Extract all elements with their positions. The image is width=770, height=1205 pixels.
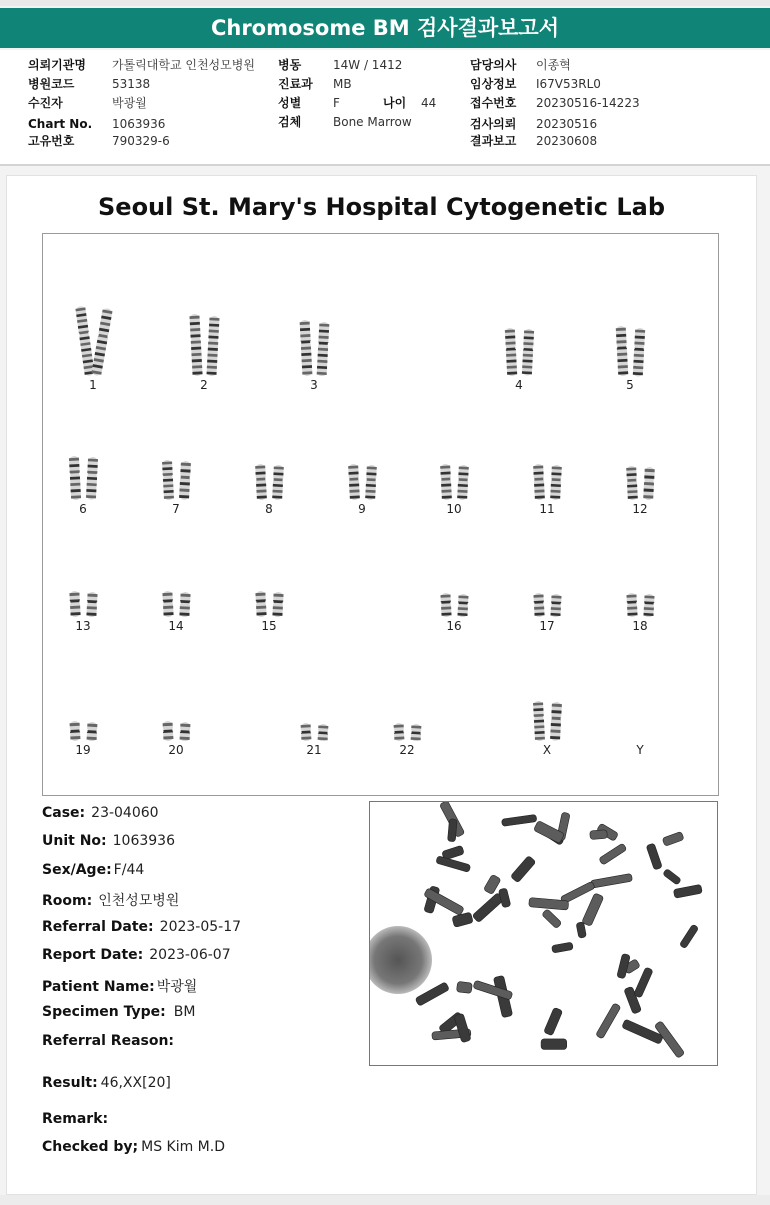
chromatid-icon <box>548 593 563 617</box>
report-date-label: Report Date: <box>42 947 144 963</box>
chromatid-icon <box>66 456 82 501</box>
unit-no-label: Unit No: <box>42 833 107 849</box>
field-label: 고유번호 <box>28 134 75 148</box>
lab-title: Seoul St. Mary's Hospital Cytogenetic Lab <box>98 193 665 221</box>
chromatid-icon <box>613 326 630 377</box>
chromatid-icon <box>83 457 99 500</box>
chromatid-icon <box>346 464 362 501</box>
field-value: 44 <box>421 96 437 110</box>
metaphase-chromosome <box>483 874 501 895</box>
sex-age-row <box>42 862 144 878</box>
field-value: 14W / 1412 <box>333 58 403 72</box>
chromosome-19 <box>51 717 115 757</box>
metaphase-chromosome <box>436 856 471 873</box>
chromosome-label: 3 <box>310 378 318 392</box>
chromatid-icon <box>391 723 406 742</box>
metaphase-chromosome <box>599 843 627 865</box>
field-label: 접수번호 <box>470 96 517 110</box>
chromosome-label: 4 <box>515 378 523 392</box>
chromosome-y <box>608 737 672 757</box>
chromatid-icon <box>253 591 268 618</box>
checked-by-row <box>42 1139 225 1155</box>
chromatid-icon <box>176 461 192 500</box>
sex-age-value: F/44 <box>113 862 145 878</box>
chromosome-label: 10 <box>446 502 462 516</box>
field-value: 20230516-14223 <box>536 96 640 110</box>
metaphase-chromosome <box>596 1003 621 1039</box>
metaphase-chromosome <box>552 942 574 953</box>
chromosome-label: 14 <box>168 619 184 633</box>
chromatid-icon <box>160 591 175 618</box>
top-strip <box>0 0 770 6</box>
field-label: 성별 <box>278 96 302 110</box>
chromosome-8 <box>237 460 301 516</box>
chromosome-label: 2 <box>200 378 208 392</box>
chromatid-icon <box>177 591 192 617</box>
chromosome-10 <box>422 460 486 516</box>
chromosome-label: 15 <box>261 619 277 633</box>
chromatid-icon <box>641 593 656 617</box>
result-value: 46,XX[20] <box>100 1075 171 1091</box>
field-label: 의뢰기관명 <box>28 58 86 72</box>
metaphase-chromosome <box>590 830 608 840</box>
chromosome-label: 11 <box>539 502 555 516</box>
chromatid-icon <box>187 314 204 377</box>
report-card <box>6 175 757 1195</box>
field-label: 검체 <box>278 115 302 129</box>
field-label: 임상정보 <box>470 77 517 91</box>
chromosome-11 <box>515 460 579 516</box>
case-row <box>42 805 159 821</box>
chromosome-label: X <box>542 743 552 757</box>
chromatid-icon <box>548 465 564 501</box>
referral-reason-row <box>42 1033 180 1049</box>
chromatid-icon <box>531 464 547 501</box>
chromosome-5 <box>598 322 662 392</box>
field-label: 결과보고 <box>470 134 517 148</box>
metaphase-chromosome <box>646 843 662 870</box>
report-title: Chromosome BM 검사결과보고서 <box>0 8 770 48</box>
chromosome-12 <box>608 462 672 516</box>
chromatid-icon <box>298 723 313 742</box>
chromosome-label: 19 <box>75 743 91 757</box>
chromosome-label: 8 <box>265 502 273 516</box>
chromatid-icon <box>502 328 518 377</box>
metaphase-chromosome <box>576 922 586 939</box>
field-value: 20230516 <box>536 117 598 131</box>
chromosome-label: 6 <box>79 502 87 516</box>
chromosome-label: 22 <box>399 743 415 757</box>
chromosome-label: 20 <box>168 743 184 757</box>
field-value: F <box>333 96 340 110</box>
specimen-type-label: Specimen Type: <box>42 1004 166 1020</box>
chromatid-icon <box>84 591 99 617</box>
chromosome-16 <box>422 589 486 633</box>
metaphase-chromosome <box>498 888 511 908</box>
metaphase-chromosome <box>663 868 682 885</box>
field-label: 담당의사 <box>470 58 517 72</box>
chromatid-icon <box>89 307 115 376</box>
bottom-strip <box>0 1195 770 1205</box>
chromosome-14 <box>144 587 208 633</box>
result-row <box>42 1075 171 1091</box>
metaphase-chromosome <box>541 1039 567 1050</box>
chromosome-13 <box>51 587 115 633</box>
metaphase-chromosome <box>501 814 536 826</box>
metaphase-chromosome <box>590 873 632 888</box>
field-label: Chart No. <box>28 117 93 131</box>
chromosome-label: 13 <box>75 619 91 633</box>
chromatid-icon <box>455 593 470 617</box>
field-label: 병동 <box>278 58 302 72</box>
chromosome-6 <box>51 452 115 516</box>
chromosome-21 <box>282 719 346 757</box>
metaphase-chromosome <box>472 892 504 922</box>
chromosome-1 <box>61 302 125 392</box>
chromatid-icon <box>624 466 640 501</box>
remark-row <box>42 1111 114 1127</box>
chromatid-icon <box>160 721 175 742</box>
chromatid-icon <box>455 465 471 501</box>
field-value: 1063936 <box>112 117 166 131</box>
unit-no-row <box>42 833 175 849</box>
chromosome-label: 7 <box>172 502 180 516</box>
sex-age-label: Sex/Age: <box>42 862 112 878</box>
field-label: 병원코드 <box>28 77 75 91</box>
metaphase-chromosome <box>633 967 653 998</box>
chromosome-9 <box>330 460 394 516</box>
result-label: Result: <box>42 1075 98 1091</box>
metaphase-chromosome <box>679 924 699 949</box>
chromosome-4 <box>487 324 551 392</box>
case-label: Case: <box>42 805 86 821</box>
chromosome-22 <box>375 719 439 757</box>
chromatid-icon <box>438 464 454 501</box>
metaphase-spread-illustration <box>370 802 717 1065</box>
chromatid-icon <box>67 591 82 618</box>
room-label: Room: <box>42 893 93 909</box>
metaphase-chromosome <box>542 909 562 929</box>
chromatid-icon <box>84 721 99 741</box>
interphase-nucleus <box>370 926 432 994</box>
karyogram <box>42 233 719 796</box>
metaphase-chromosome <box>582 893 604 927</box>
chromosome-label: 5 <box>626 378 634 392</box>
checked-by-value: MS Kim M.D <box>141 1139 225 1155</box>
chromatid-icon <box>270 465 286 501</box>
chromosome-17 <box>515 589 579 633</box>
chromosome-label: 17 <box>539 619 555 633</box>
field-label: 진료과 <box>278 77 313 91</box>
chromatid-icon <box>519 329 535 376</box>
chromatid-icon <box>408 723 423 741</box>
chromosome-label: 9 <box>358 502 366 516</box>
chromatid-icon <box>530 701 546 742</box>
field-label: 검사의뢰 <box>470 117 517 131</box>
metaphase-chromosome <box>456 981 472 993</box>
remark-label: Remark: <box>42 1111 109 1127</box>
patient-name-value: 박광월 <box>156 979 198 995</box>
chromosome-x <box>515 697 579 757</box>
metaphase-chromosome <box>662 831 684 846</box>
checked-by-label: Checked by; <box>42 1139 139 1155</box>
chromatid-icon <box>253 464 269 501</box>
chromosome-label: 1 <box>89 378 97 392</box>
patient-name-row <box>42 976 197 996</box>
patient-name-label: Patient Name: <box>42 979 155 995</box>
field-value: MB <box>333 77 352 91</box>
referral-date-value: 2023-05-17 <box>159 919 242 935</box>
field-value: I67V53RL0 <box>536 77 601 91</box>
chromatid-icon <box>630 327 647 376</box>
metaphase-chromosome <box>473 980 513 1000</box>
chromatid-icon <box>270 591 285 617</box>
field-value: 20230608 <box>536 134 598 148</box>
metaphase-chromosome <box>454 1013 471 1043</box>
chromatid-icon <box>204 316 221 377</box>
room-row <box>42 890 179 910</box>
chromosome-7 <box>144 456 208 516</box>
metaphase-chromosome <box>544 1007 563 1036</box>
chromatid-icon <box>547 702 563 741</box>
field-label: 수진자 <box>28 96 63 110</box>
metaphase-chromosome <box>452 912 473 927</box>
chromatid-icon <box>297 320 314 377</box>
chromosome-20 <box>144 717 208 757</box>
field-value: 이종혁 <box>536 58 571 72</box>
field-value: 790329-6 <box>112 134 170 148</box>
chromosome-15 <box>237 587 301 633</box>
chromatid-icon <box>438 593 453 618</box>
metaphase-image <box>369 801 718 1066</box>
chromatid-icon <box>641 467 657 501</box>
referral-reason-label: Referral Reason: <box>42 1033 175 1049</box>
chromatid-icon <box>531 593 546 618</box>
chromatid-icon <box>159 460 175 501</box>
chromosome-2 <box>172 310 236 392</box>
field-value: 53138 <box>112 77 151 91</box>
chromosome-label: Y <box>636 743 644 757</box>
chromosome-18 <box>608 589 672 633</box>
chromatid-icon <box>314 321 331 376</box>
metaphase-chromosome <box>622 1019 664 1044</box>
referral-date-label: Referral Date: <box>42 919 154 935</box>
room-value: 인천성모병원 <box>98 893 180 909</box>
chromatid-icon <box>67 721 82 742</box>
chromatid-icon <box>315 723 330 741</box>
metaphase-chromosome <box>448 819 458 842</box>
chromatid-icon <box>624 593 639 618</box>
chromosome-label: 12 <box>632 502 648 516</box>
specimen-type-row <box>42 1004 195 1020</box>
report-date-row <box>42 947 231 963</box>
field-value: Bone Marrow <box>333 115 412 129</box>
patient-header <box>0 50 770 166</box>
case-value: 23-04060 <box>91 805 159 821</box>
field-label: 나이 <box>383 96 407 110</box>
chromatid-icon <box>363 465 379 501</box>
metaphase-chromosome <box>510 855 536 882</box>
metaphase-chromosome <box>673 884 702 898</box>
unit-no-value: 1063936 <box>112 833 175 849</box>
chromatid-icon <box>177 721 192 741</box>
report-date-value: 2023-06-07 <box>149 947 231 963</box>
chromosome-3 <box>282 316 346 392</box>
chromosome-label: 18 <box>632 619 648 633</box>
chromosome-label: 21 <box>306 743 322 757</box>
header-divider <box>0 164 770 166</box>
specimen-type-value: BM <box>173 1004 196 1020</box>
referral-date-row <box>42 919 241 935</box>
field-value: 가톨릭대학교 인천성모병원 <box>112 58 255 72</box>
chromosome-label: 16 <box>446 619 462 633</box>
field-value: 박광월 <box>112 96 147 110</box>
